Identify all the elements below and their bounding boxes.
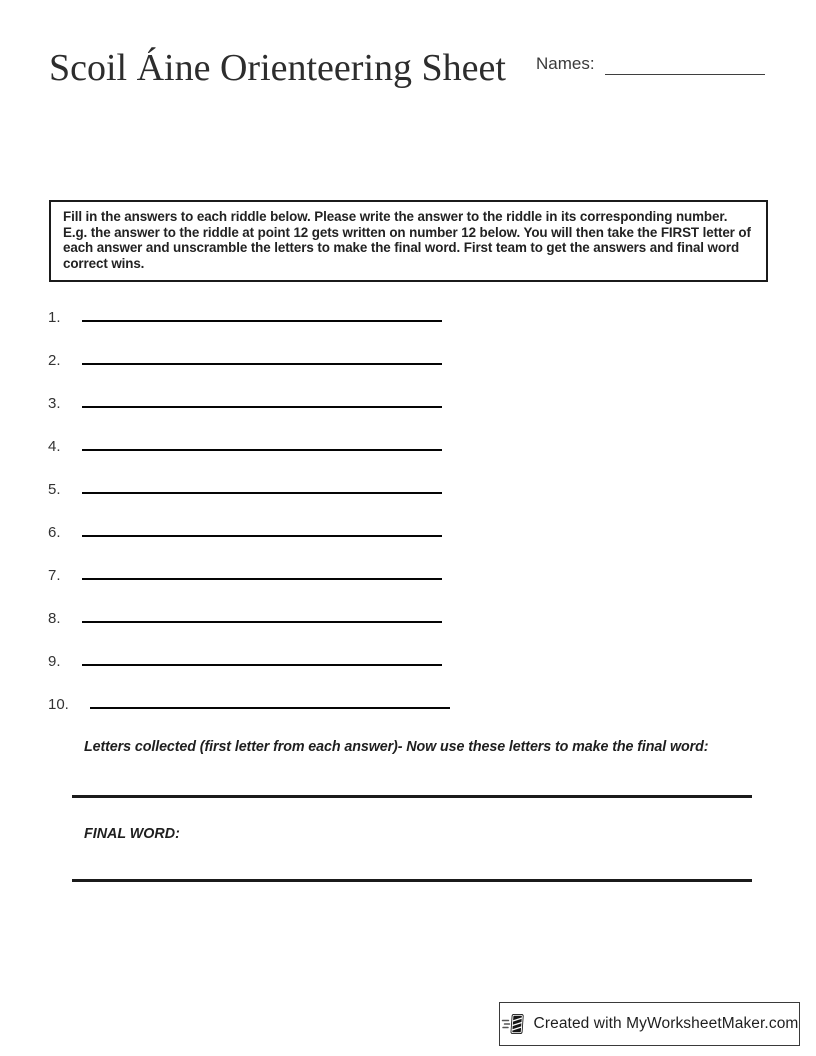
answer-number: 9. bbox=[48, 653, 61, 670]
names-label: Names: bbox=[536, 54, 595, 73]
answer-row bbox=[48, 437, 450, 480]
answer-blank-line bbox=[82, 621, 442, 623]
answer-row bbox=[48, 609, 450, 652]
answer-number: 6. bbox=[48, 524, 61, 541]
names-blank-line bbox=[605, 53, 765, 75]
answer-number: 5. bbox=[48, 481, 61, 498]
answer-number: 4. bbox=[48, 438, 61, 455]
page-title: Scoil Áine Orienteering Sheet bbox=[49, 47, 506, 89]
answers-list bbox=[48, 308, 450, 738]
answer-blank-line bbox=[90, 707, 450, 709]
answer-number: 7. bbox=[48, 567, 61, 584]
answer-blank-line bbox=[82, 535, 442, 537]
answer-blank-line bbox=[82, 406, 442, 408]
answer-blank-line bbox=[82, 664, 442, 666]
answer-number: 8. bbox=[48, 610, 61, 627]
instruction-box bbox=[49, 200, 768, 282]
answer-row bbox=[48, 394, 450, 437]
names-field bbox=[536, 53, 765, 75]
credit-text: Created with MyWorksheetMaker.com bbox=[533, 1015, 799, 1032]
answer-number: 1. bbox=[48, 309, 61, 326]
answer-row bbox=[48, 566, 450, 609]
instruction-text: Fill in the answers to each riddle below. Please write the answer to the riddle in its corresponding number. E.g. the answer to the riddle at point 12 gets written on number 12 below. You will then take the FIRST letter of each answer and unscramble the letters to make the final word. First team to get the answers and final word correct wins. bbox=[63, 209, 751, 271]
final-word-label: FINAL WORD: bbox=[84, 826, 180, 842]
answer-number: 3. bbox=[48, 395, 61, 412]
answer-number: 2. bbox=[48, 352, 61, 369]
answer-blank-line bbox=[82, 363, 442, 365]
answer-row bbox=[48, 695, 450, 738]
final-word-blank-line bbox=[72, 879, 752, 882]
answer-blank-line bbox=[82, 578, 442, 580]
credit-badge bbox=[499, 1002, 800, 1046]
letters-collected-prompt: Letters collected (first letter from each answer)- Now use these letters to make the final word: bbox=[84, 739, 709, 755]
answer-number: 10. bbox=[48, 696, 69, 713]
worksheet-flying-page-icon bbox=[501, 1011, 527, 1037]
letters-blank-line bbox=[72, 795, 752, 798]
answer-blank-line bbox=[82, 492, 442, 494]
answer-row bbox=[48, 523, 450, 566]
answer-row bbox=[48, 308, 450, 351]
answer-blank-line bbox=[82, 320, 442, 322]
answer-row bbox=[48, 480, 450, 523]
answer-row bbox=[48, 652, 450, 695]
answer-row bbox=[48, 351, 450, 394]
answer-blank-line bbox=[82, 449, 442, 451]
